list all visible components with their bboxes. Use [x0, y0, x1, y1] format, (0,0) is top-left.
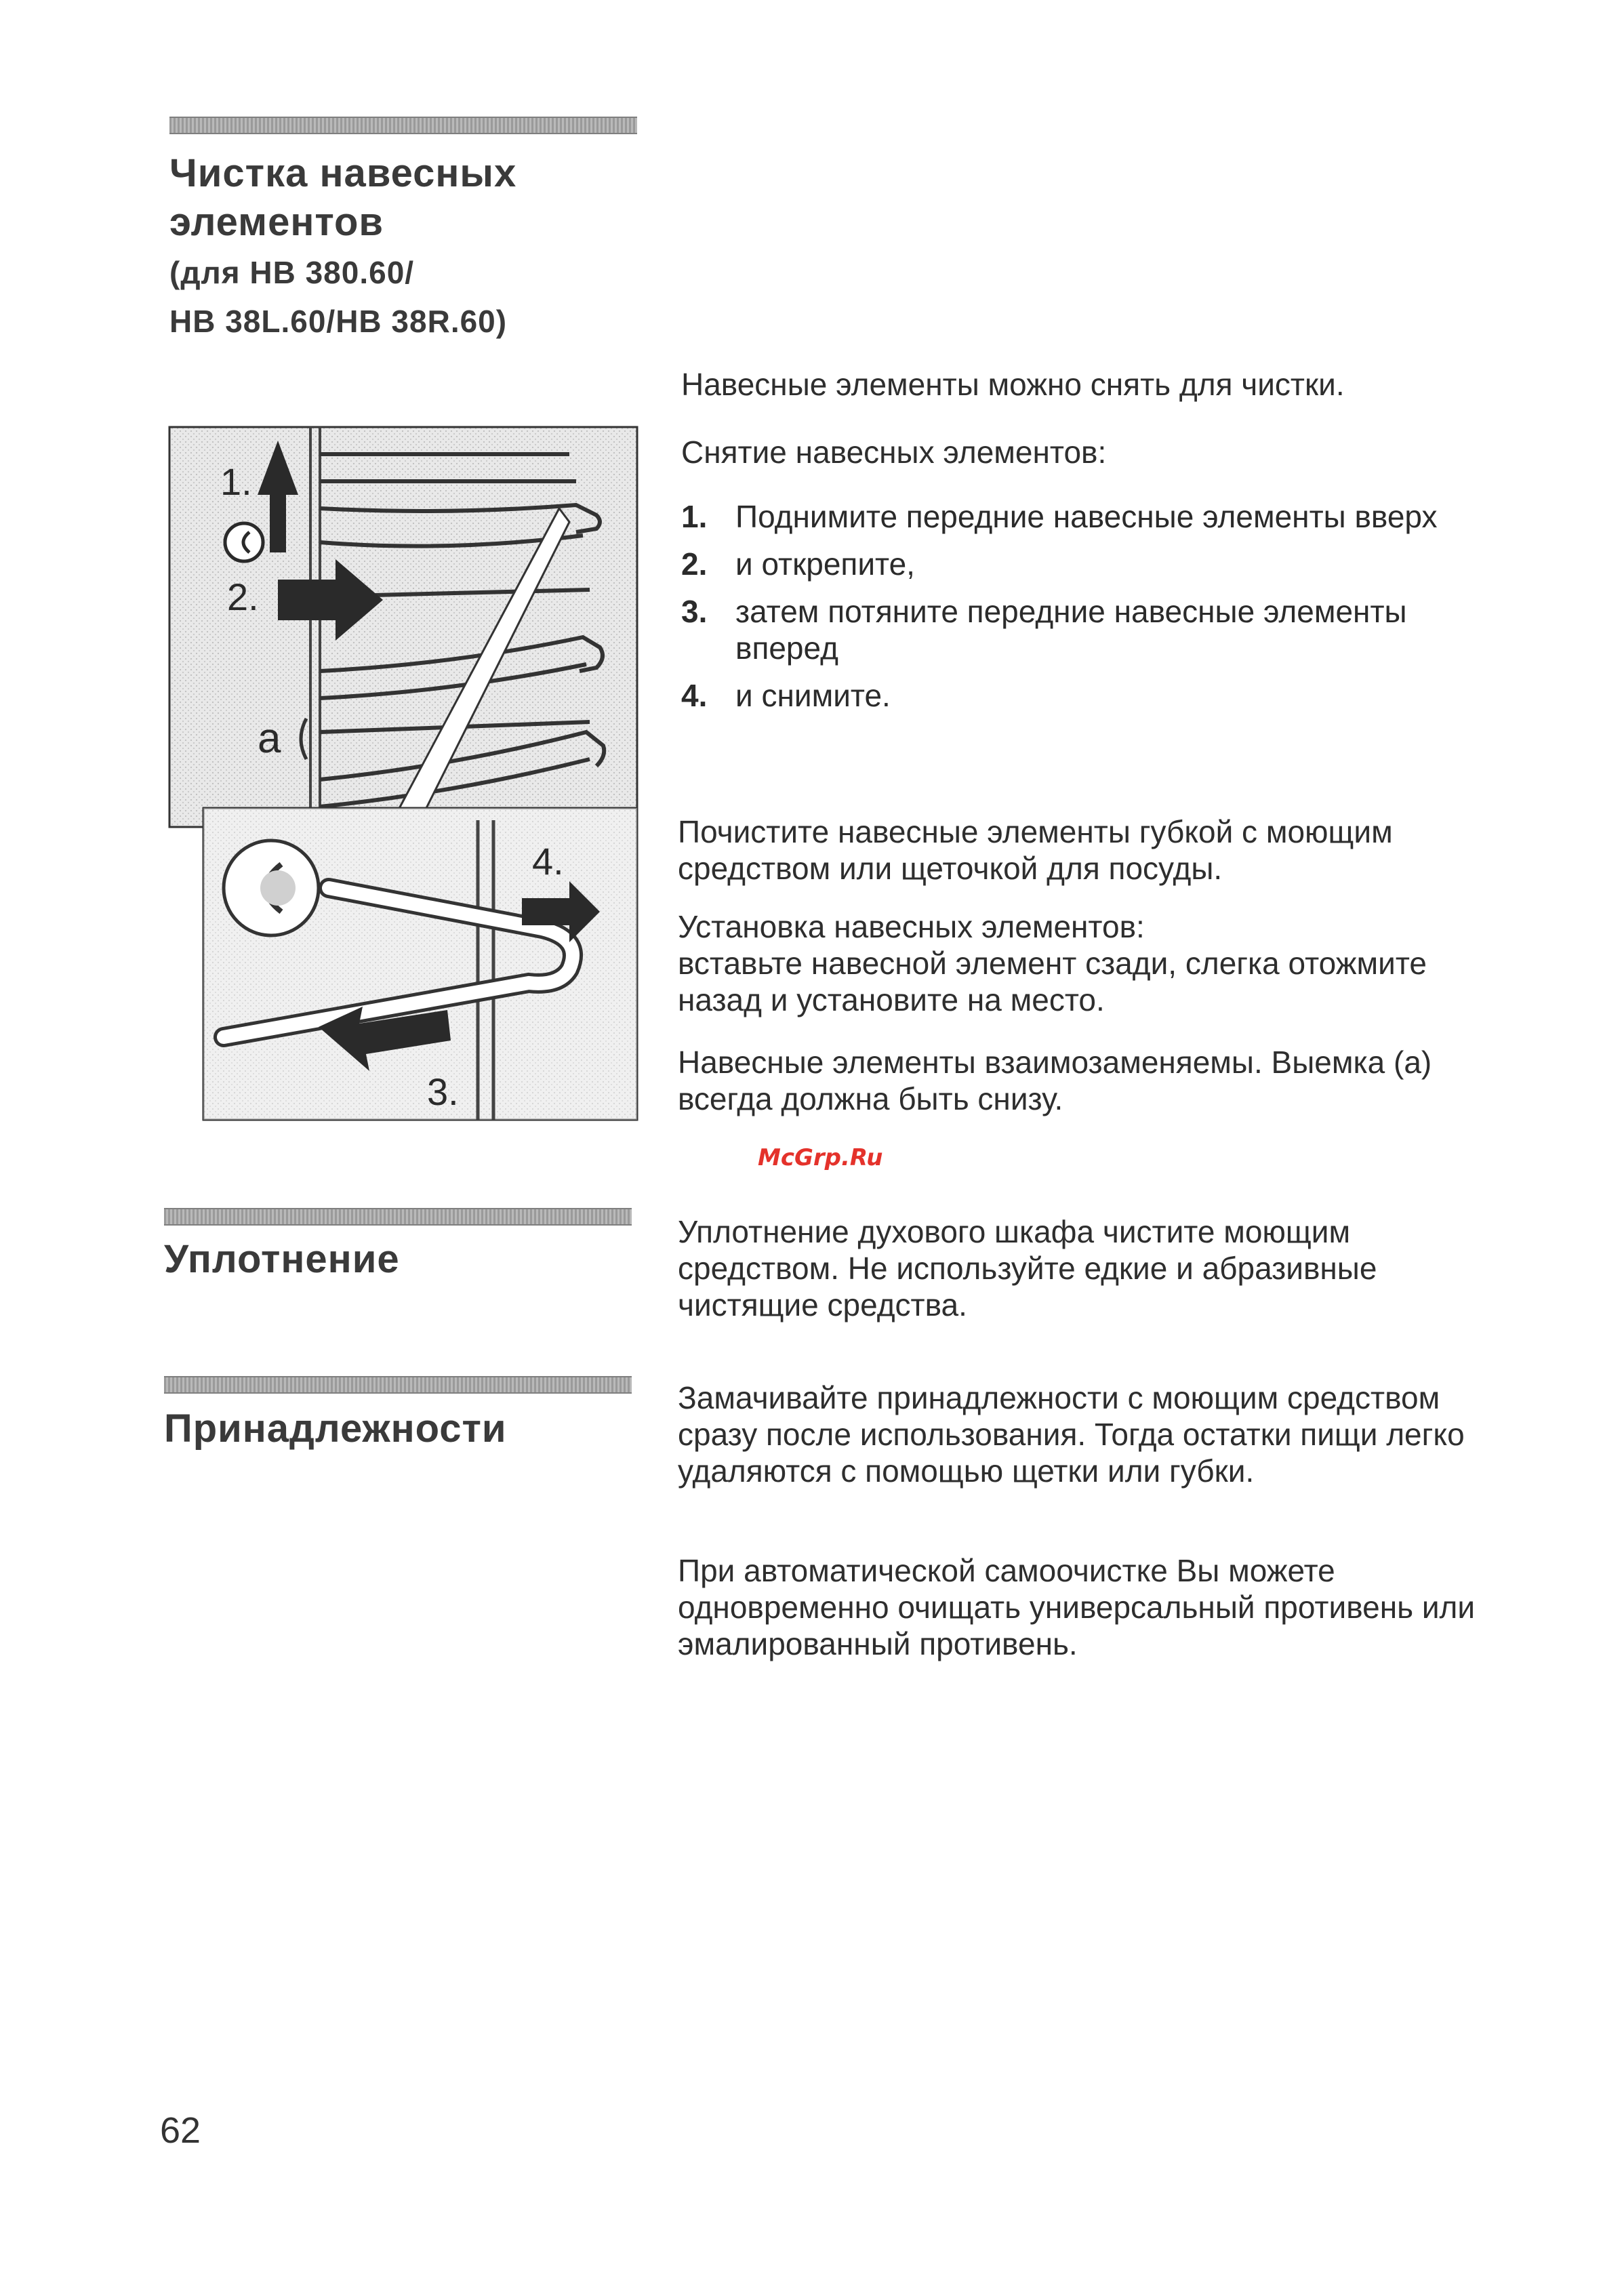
step-text: Поднимите передние навесные элементы вверх [735, 499, 1438, 534]
section-title-accessories: Принадлежности [164, 1407, 507, 1451]
rail-removal-illustration [163, 413, 651, 1125]
interchange-text: Навесные элементы взаимозаменяемы. Выемка (а) всегда должна быть снизу. [678, 1045, 1432, 1116]
figure-label-step1: 1. [220, 460, 252, 503]
section-subtitle-models-line2: НВ 38L.60/НВ 38R.60) [169, 304, 508, 339]
watermark: McGrp.Ru [758, 1144, 883, 1171]
section-divider-seal [164, 1208, 632, 1226]
figure-label-notch: a [258, 715, 281, 762]
section-title-seal: Уплотнение [164, 1237, 400, 1281]
step-text: и открепите, [735, 546, 915, 582]
self-cleaning-text: При автоматической самоочистке Вы можете одновременно очищать универсальный противень или эмалированный противень. [678, 1553, 1476, 1661]
section-title-cleaning-line1: Чистка навесных [169, 151, 517, 195]
intro-text: Навесные элементы можно снять для чистки. [681, 367, 1345, 402]
section-divider-accessories [164, 1376, 632, 1394]
removal-steps-list [681, 498, 1515, 725]
install-heading: Установка навесных элементов: [678, 909, 1145, 944]
removal-step [681, 677, 1515, 714]
removal-step [681, 546, 1515, 582]
page-number: 62 [160, 2110, 201, 2151]
step-text: и снимите. [735, 678, 891, 713]
removal-step [681, 498, 1515, 535]
figure-label-step2: 2. [227, 575, 259, 618]
step-text: затем потяните передние навесные элементы вперед [735, 594, 1407, 666]
cleaning-instruction: Почистите навесные элементы губкой с моющим средством или щеточкой для посуды. [678, 814, 1393, 886]
section-title-cleaning-line2: элементов [169, 200, 384, 244]
install-text: вставьте навесной элемент сзади, слегка отожмите назад и установите на место. [678, 946, 1427, 1017]
figure-label-step4: 4. [532, 840, 564, 883]
step-number: 2. [681, 546, 708, 582]
step-number: 1. [681, 499, 708, 534]
removal-heading: Снятие навесных элементов: [681, 435, 1107, 470]
step-number: 3. [681, 594, 708, 629]
figure-label-step3: 3. [427, 1070, 459, 1113]
step-number: 4. [681, 678, 708, 713]
section-subtitle-models-line1: (для НВ 380.60/ [169, 255, 415, 290]
removal-step [681, 593, 1515, 666]
accessories-text: Замачивайте принадлежности с моющим средством сразу после использования. Тогда остатки пищи легко удаляются с помощью щетки или губки. [678, 1380, 1465, 1489]
section-divider-cleaning [169, 117, 637, 134]
seal-text: Уплотнение духового шкафа чистите моющим средством. Не используйте едкие и абразивные чистящие средства. [678, 1214, 1377, 1322]
